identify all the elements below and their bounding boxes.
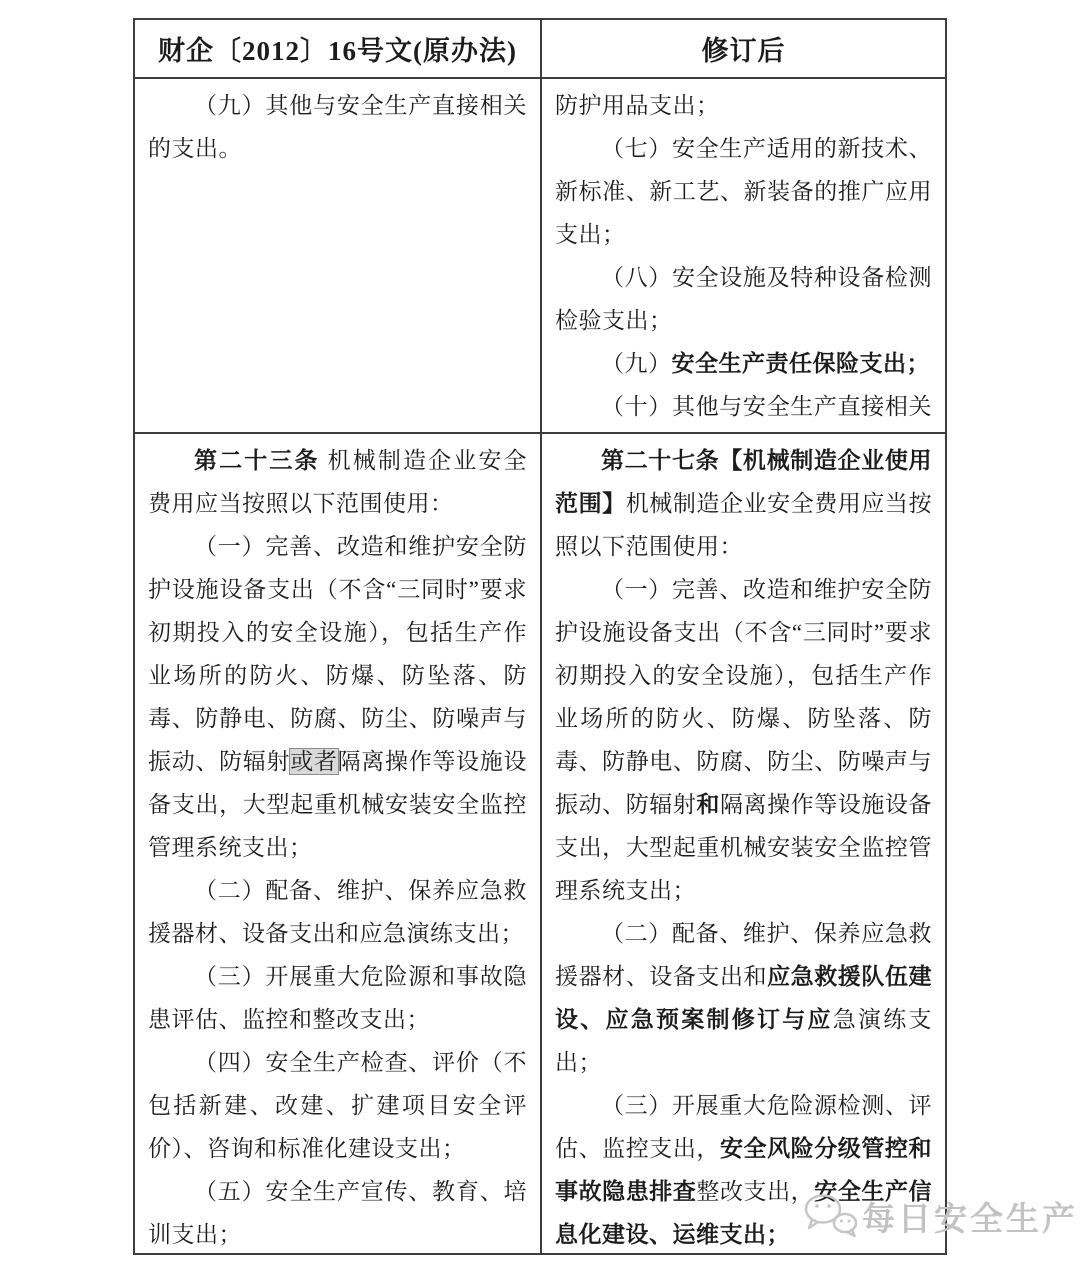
table-row [135, 434, 945, 1253]
body-text: 隔离操作等设施设备支出，大型起重机械安装安全监控管理系统支出； [555, 792, 933, 903]
cell-original-row2 [135, 434, 542, 1253]
body-text: （九）其他与安全生产直接相关的支出。 [148, 93, 527, 161]
paragraph [148, 1170, 527, 1253]
paragraph [148, 439, 527, 525]
comparison-table [133, 18, 947, 1255]
body-text: （二）配备、维护、保养应急救援器材、设备支出和应急演练支出； [148, 878, 527, 946]
revised-bold-text: 安全风险分级管控和事故隐患排查 [555, 1135, 933, 1204]
cell-original-row1 [135, 79, 542, 432]
cell-revised-row1 [542, 79, 945, 432]
cell-revised-row2 [542, 434, 945, 1253]
paragraph [148, 84, 527, 170]
watermark-text: 每日安全生产 [862, 1199, 1078, 1237]
paragraph [555, 912, 932, 1084]
revised-bold-text: 第二十七条【机械制造企业使用范围】 [555, 447, 932, 516]
body-text: 机械制造企业安全费用应当按照以下范围使用： [148, 448, 528, 516]
revised-bold-text: 安全生产信息化建设、运维支出； [555, 1178, 933, 1247]
body-text: （八）安全设施及特种设备检测检验支出； [555, 265, 932, 333]
revised-bold-text: 安全生产责任保险支出； [671, 350, 930, 376]
body-text: 整改支出， [696, 1179, 815, 1204]
revised-bold-text: 第二十三条 [194, 447, 320, 473]
paragraph [555, 1084, 932, 1253]
body-text: （一）完善、改造和维护安全防护设施设备支出（不含“三同时”要求初期投入的安全设施），包括生产作业场所的防火、防爆、防坠落、防毒、防静电、防腐、防尘、防噪声与振动、防辐射 [555, 577, 932, 817]
paragraph [555, 127, 932, 256]
revised-bold-text: 和 [696, 791, 720, 817]
header-original-column: 财企〔2012〕16号文(原办法) [135, 20, 542, 77]
revision-box-text: 或者 [290, 749, 338, 774]
paragraph [555, 256, 932, 342]
body-text: （十）其他与安全生产直接相关 [601, 394, 932, 419]
body-text: （九） [601, 351, 672, 376]
body-text: 防护用品支出； [555, 93, 720, 118]
paragraph [148, 525, 527, 869]
header-revised-column: 修订后 [701, 36, 786, 66]
paragraph [148, 1041, 527, 1170]
body-text: （一）完善、改造和维护安全防护设施设备支出（不含“三同时”要求初期投入的安全设施），包括生产作业场所的防火、防爆、防坠落、防毒、防静电、防腐、防尘、防噪声与振动、防辐射 [148, 534, 527, 774]
paragraph [555, 439, 932, 568]
body-text: 机械制造企业安全费用应当按照以下范围使用： [555, 491, 933, 559]
body-text: （二）配备、维护、保养应急救援器材、设备支出和 [555, 921, 932, 989]
table-header-row [135, 20, 945, 79]
body-text: （五）安全生产宣传、教育、培训支出； [148, 1179, 527, 1247]
paragraph [555, 568, 932, 912]
body-text: （七）安全生产适用的新技术、新标准、新工艺、新装备的推广应用支出； [555, 136, 932, 247]
revised-bold-text: 应急救援队伍建设、应急预案制修订与应 [555, 963, 933, 1032]
body-text: （三）开展重大危险源和事故隐患评估、监控和整改支出； [148, 964, 527, 1032]
body-text: （三）开展重大危险源检测、评估、监控支出， [555, 1093, 932, 1161]
body-text: 隔离操作等设施设备支出，大型起重机械安装安全监控管理系统支出； [148, 749, 528, 860]
body-text: 急演练支出； [555, 1007, 932, 1075]
paragraph [148, 869, 527, 955]
paragraph [148, 955, 527, 1041]
paragraph [555, 342, 932, 385]
table-row [135, 79, 945, 434]
paragraph [555, 84, 932, 127]
body-text: （四）安全生产检查、评价（不包括新建、改建、扩建项目安全评价）、咨询和标准化建设支出； [148, 1050, 527, 1161]
paragraph [555, 385, 932, 432]
